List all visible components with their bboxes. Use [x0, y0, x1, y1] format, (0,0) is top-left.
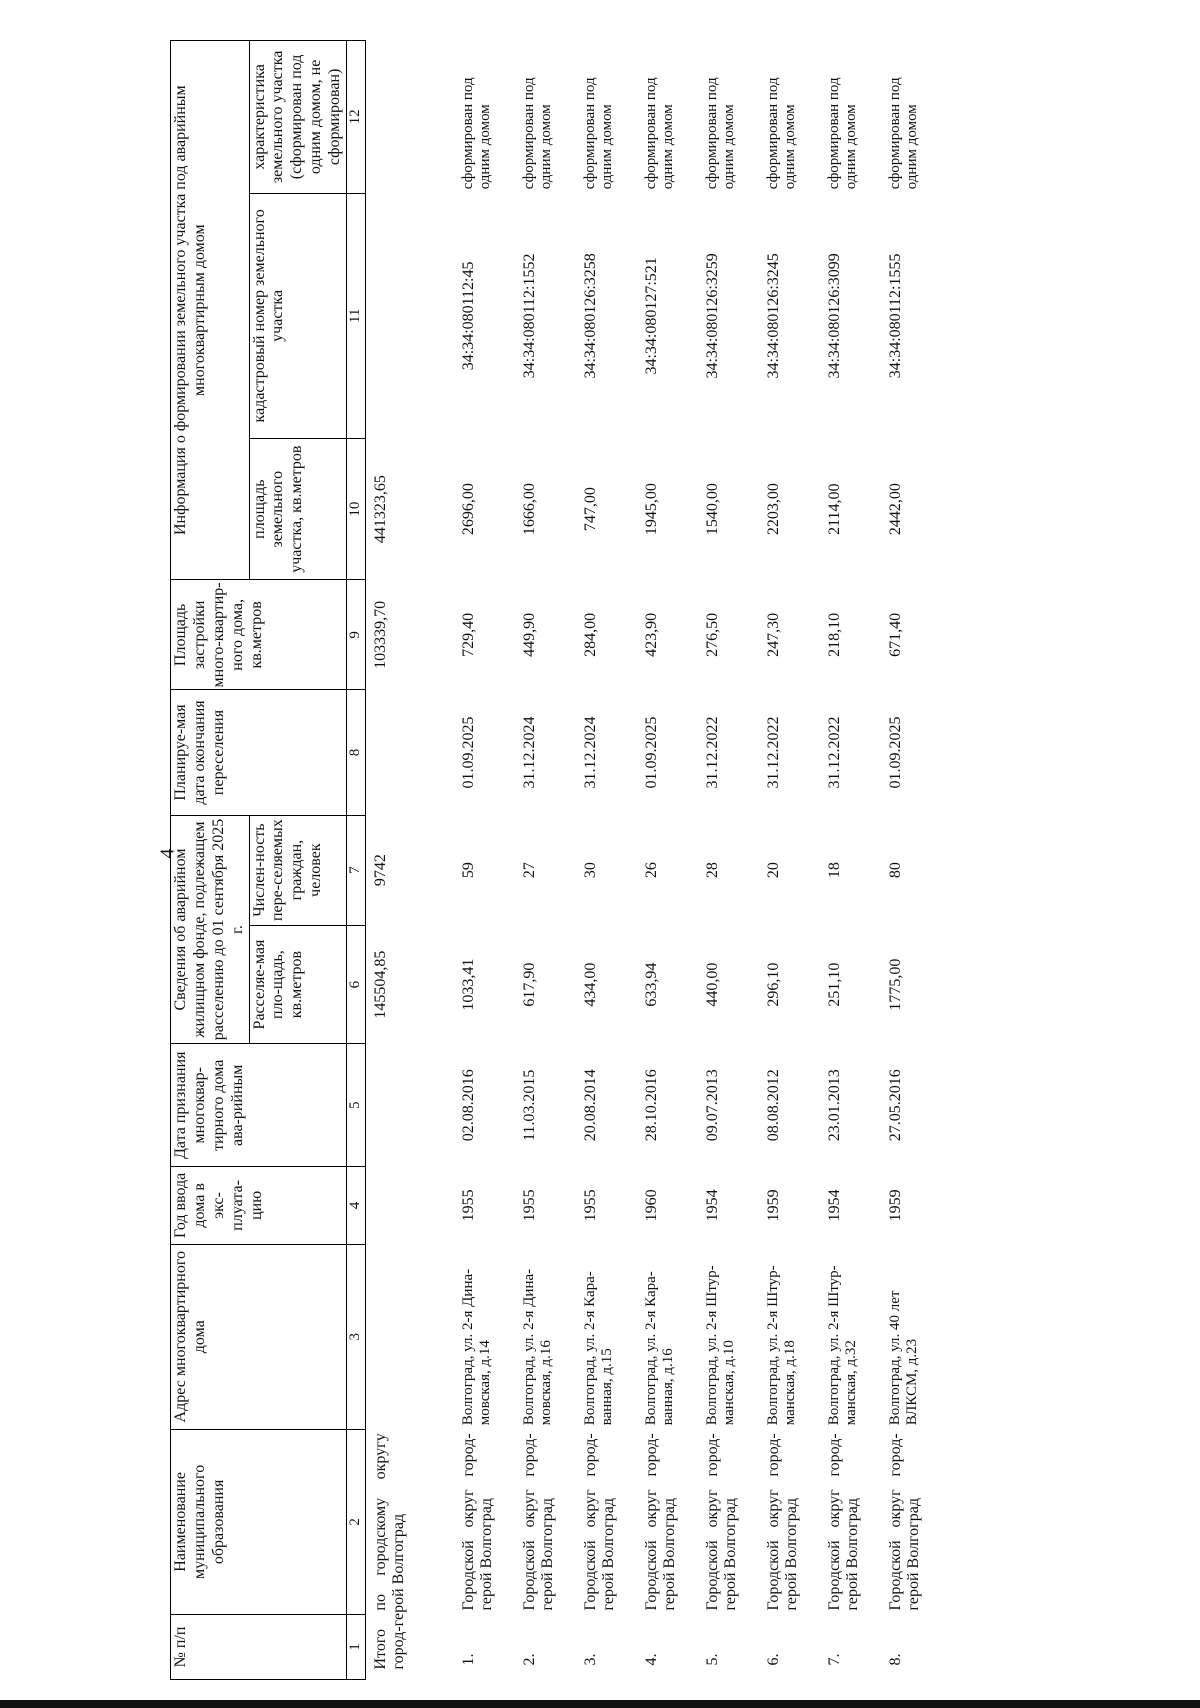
end-date: 31.12.2022: [764, 716, 782, 789]
column-number: 4: [346, 1167, 365, 1245]
column-number: 3: [346, 1244, 365, 1429]
build-area: 671,40: [886, 612, 904, 657]
page-number: 4: [156, 848, 179, 859]
end-date: 31.12.2022: [825, 716, 843, 789]
resettled-area: 251,10: [825, 962, 843, 1007]
year-built: 1960: [642, 1189, 660, 1222]
end-date: 01.09.2025: [886, 716, 904, 789]
row-number: 6.: [764, 1653, 782, 1666]
cadastral-number: 34:34:080126:3258: [581, 253, 599, 379]
land-area: 2696,00: [459, 483, 477, 536]
land-characteristic: сформирован под одним домом: [642, 77, 677, 190]
people-count: 59: [459, 862, 477, 879]
people-count: 80: [886, 862, 904, 879]
emergency-date: 11.03.2015: [520, 1069, 538, 1141]
table-row: [765, 41, 826, 1680]
municipality: Городской округ город-герой Волгоград: [581, 1433, 618, 1611]
cadastral-number: 34:34:080126:3259: [703, 253, 721, 379]
column-number: 8: [346, 690, 365, 815]
table-row: [643, 41, 704, 1680]
emergency-date: 09.07.2013: [703, 1069, 721, 1142]
total-area: 145504,85: [371, 950, 389, 1019]
total-label: Итого по городскому округу город-герой Волгоград: [371, 1433, 408, 1670]
land-characteristic: сформирован под одним домом: [764, 77, 799, 190]
end-date: 31.12.2024: [520, 716, 538, 789]
resettlement-table: [170, 40, 948, 1680]
municipality: Городской округ город-герой Волгоград: [886, 1433, 923, 1611]
cadastral-number: 34:34:080126:3245: [764, 253, 782, 379]
build-area: 276,50: [703, 612, 721, 657]
emergency-date: 20.08.2014: [581, 1069, 599, 1142]
emergency-date: 27.05.2016: [886, 1069, 904, 1142]
address: Волгоград, ул. 2-я Дина-мовская, д.14: [459, 1268, 494, 1426]
column-number: 11: [346, 193, 365, 438]
people-count: 27: [520, 862, 538, 879]
emergency-date: 02.08.2016: [459, 1069, 477, 1142]
year-built: 1959: [764, 1189, 782, 1222]
people-count: 20: [764, 862, 782, 879]
header-col-2: Наименование муниципального образования: [171, 1429, 347, 1614]
scan-edge: [0, 1700, 1200, 1708]
address: Волгоград, ул. 2-я Штур-манская, д.18: [764, 1265, 799, 1426]
table-row: [826, 41, 887, 1680]
header-col-12: характеристика земельного участка (сформирован под одним домом, не сформирован): [249, 41, 346, 194]
end-date: 01.09.2025: [459, 716, 477, 789]
end-date: 31.12.2024: [581, 716, 599, 789]
cadastral-number: 34:34:080112:1552: [520, 253, 538, 379]
land-area: 1540,00: [703, 483, 721, 536]
emergency-date: 23.01.2013: [825, 1069, 843, 1142]
address: Волгоград, ул. 2-я Кара-ванная, д.15: [581, 1271, 616, 1426]
build-area: 284,00: [581, 612, 599, 657]
land-area: 1666,00: [520, 483, 538, 536]
year-built: 1955: [520, 1189, 538, 1222]
municipality: Городской округ город-герой Волгоград: [520, 1433, 557, 1611]
table-row: [521, 41, 582, 1680]
column-number: 5: [346, 1044, 365, 1167]
address: Волгоград, ул. 2-я Штур-манская, д.10: [703, 1265, 738, 1426]
table-row: [704, 41, 765, 1680]
resettled-area: 633,94: [642, 962, 660, 1007]
total-row: [365, 41, 460, 1680]
people-count: 18: [825, 862, 843, 879]
year-built: 1954: [825, 1189, 843, 1222]
address: Волгоград, ул. 2-я Дина-мовская, д.16: [520, 1268, 555, 1426]
land-area: 1945,00: [642, 483, 660, 536]
cadastral-number: 34:34:080126:3099: [825, 253, 843, 379]
resettled-area: 440,00: [703, 962, 721, 1007]
cadastral-number: 34:34:080127:521: [642, 257, 660, 375]
row-number: 4.: [642, 1653, 660, 1666]
header-col-7: Числен-ность пере-селяемых граждан, человек: [249, 815, 346, 925]
total-land-area: 441323,65: [371, 475, 389, 544]
year-built: 1955: [459, 1189, 477, 1222]
end-date: 31.12.2022: [703, 716, 721, 789]
municipality: Городской округ город-герой Волгоград: [459, 1433, 496, 1611]
build-area: 449,90: [520, 612, 538, 657]
land-characteristic: сформирован под одним домом: [825, 77, 860, 190]
header-col-3: Адрес многоквартирного дома: [171, 1244, 347, 1429]
year-built: 1954: [703, 1189, 721, 1222]
people-count: 26: [642, 862, 660, 879]
table-row: [460, 41, 521, 1680]
build-area: 218,10: [825, 612, 843, 657]
people-count: 28: [703, 862, 721, 879]
people-count: 30: [581, 862, 599, 879]
row-number: 2.: [520, 1653, 538, 1666]
header-col-8: Планируе-мая дата окончания переселения: [171, 690, 347, 815]
year-built: 1959: [886, 1189, 904, 1222]
row-number: 3.: [581, 1653, 599, 1666]
emergency-date: 08.08.2012: [764, 1069, 782, 1142]
column-number: 6: [346, 925, 365, 1044]
municipality: Городской округ город-герой Волгоград: [764, 1433, 801, 1611]
column-number: 10: [346, 438, 365, 579]
land-characteristic: сформирован под одним домом: [581, 77, 616, 190]
column-number: 7: [346, 815, 365, 925]
address: Волгоград, ул. 40 лет ВЛКСМ, д.23: [886, 1290, 921, 1426]
header-col-9: Площадь застройки много-квартир-ного дома, кв.метров: [171, 580, 347, 690]
row-number: 7.: [825, 1653, 843, 1666]
land-characteristic: сформирован под одним домом: [520, 77, 555, 190]
column-number: 12: [346, 41, 365, 194]
build-area: 247,30: [764, 612, 782, 657]
total-people: 9742: [371, 854, 389, 887]
resettled-area: 434,00: [581, 962, 599, 1007]
row-number: 1.: [459, 1653, 477, 1666]
resettled-area: 1775,00: [886, 958, 904, 1011]
row-number: 5.: [703, 1653, 721, 1666]
end-date: 01.09.2025: [642, 716, 660, 789]
land-characteristic: сформирован под одним домом: [886, 77, 921, 190]
build-area: 423,90: [642, 612, 660, 657]
header-group-6-7: Сведения об аварийном жилищном фонде, подлежащем расселению до 01 сентября 2025 г.: [171, 815, 250, 1044]
table-row: [582, 41, 643, 1680]
land-characteristic: сформирован под одним домом: [459, 77, 494, 190]
municipality: Городской округ город-герой Волгоград: [703, 1433, 740, 1611]
cadastral-number: 34:34:080112:1555: [886, 253, 904, 379]
municipality: Городской округ город-герой Волгоград: [642, 1433, 679, 1611]
header-col-5: Дата признания многоквар-тирного дома ава-рийным: [171, 1044, 347, 1167]
header-col-11: кадастровый номер земельного участка: [249, 193, 346, 438]
land-area: 2442,00: [886, 483, 904, 536]
municipality: Городской округ город-герой Волгоград: [825, 1433, 862, 1611]
land-area: 2203,00: [764, 483, 782, 536]
resettled-area: 296,10: [764, 962, 782, 1007]
column-number: 1: [346, 1614, 365, 1679]
rotated-table-container: [170, 40, 1180, 1680]
header-col-1: № п/п: [171, 1614, 347, 1679]
land-characteristic: сформирован под одним домом: [703, 77, 738, 190]
column-number: 2: [346, 1429, 365, 1614]
total-build-area: 103339,70: [371, 600, 389, 669]
header-col-10: площадь земельного участка, кв.метров: [249, 438, 346, 579]
build-area: 729,40: [459, 612, 477, 657]
year-built: 1955: [581, 1189, 599, 1222]
cadastral-number: 34:34:080112:45: [459, 261, 477, 371]
land-area: 2114,00: [825, 483, 843, 535]
header-group-10-12: Информация о формировании земельного участка под аварийным многоквартирным домом: [171, 41, 250, 580]
address: Волгоград, ул. 2-я Кара-ванная, д.16: [642, 1271, 677, 1426]
emergency-date: 28.10.2016: [642, 1069, 660, 1142]
header-col-6: Расселяе-мая пло-щадь, кв.метров: [249, 925, 346, 1044]
resettled-area: 1033,41: [459, 958, 477, 1011]
row-number: 8.: [886, 1653, 904, 1666]
header-col-4: Год ввода дома в экс-плуата-цию: [171, 1167, 347, 1245]
land-area: 747,00: [581, 487, 599, 532]
table-row: [887, 41, 948, 1680]
resettled-area: 617,90: [520, 962, 538, 1007]
column-number: 9: [346, 580, 365, 690]
address: Волгоград, ул. 2-я Штур-манская, д.32: [825, 1265, 860, 1426]
